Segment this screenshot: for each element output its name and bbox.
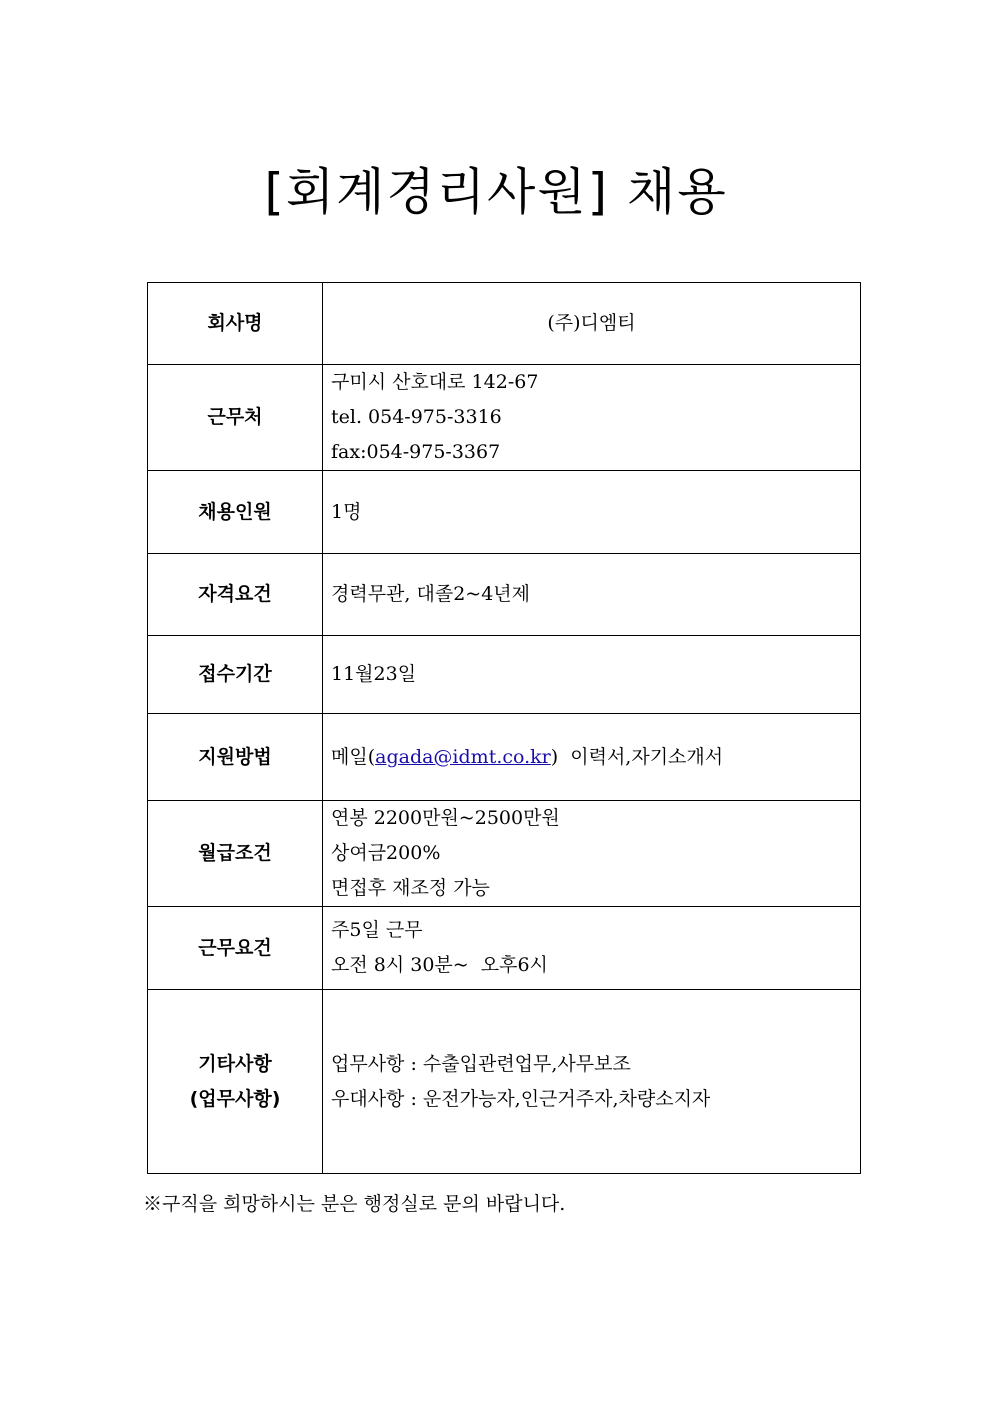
headcount-value: 1명 <box>323 471 861 554</box>
etc-label-line1: 기타사항 <box>198 1052 272 1075</box>
etc-value <box>323 990 861 1174</box>
table-row-workplace <box>148 365 861 471</box>
apply-value <box>323 714 861 801</box>
table-row-qualification <box>148 554 861 636</box>
company-label: 회사명 <box>148 283 323 365</box>
etc-duties: 업무사항 : 수출입관련업무,사무보조 <box>331 1052 631 1075</box>
table-row-headcount <box>148 471 861 554</box>
workplace-tel: tel. 054-975-3316 <box>331 406 502 428</box>
apply-prefix: 메일( <box>331 745 376 768</box>
headcount-label: 채용인원 <box>148 471 323 554</box>
qualification-value: 경력무관, 대졸2~4년제 <box>323 554 861 636</box>
salary-bonus: 상여금200% <box>331 842 441 864</box>
qualification-label: 자격요건 <box>148 554 323 636</box>
company-value: (주)디엠티 <box>323 283 861 365</box>
table-row-hours <box>148 907 861 990</box>
apply-suffix: ) 이력서,자기소개서 <box>550 745 724 768</box>
workplace-value <box>323 365 861 471</box>
table-row-apply <box>148 714 861 801</box>
salary-label: 월급조건 <box>148 801 323 907</box>
email-link[interactable]: agada@idmt.co.kr <box>375 745 551 768</box>
salary-annual: 연봉 2200만원~2500만원 <box>331 807 560 829</box>
deadline-label: 접수기간 <box>148 636 323 714</box>
etc-preferred: 우대사항 : 운전가능자,인근거주자,차량소지자 <box>331 1087 711 1110</box>
workplace-label: 근무처 <box>148 365 323 471</box>
apply-label: 지원방법 <box>148 714 323 801</box>
table-row-etc <box>148 990 861 1174</box>
etc-label <box>148 990 323 1174</box>
hours-time: 오전 8시 30분~ 오후6시 <box>331 954 548 976</box>
deadline-value: 11월23일 <box>323 636 861 714</box>
salary-note: 면접후 재조정 가능 <box>331 877 490 899</box>
table-row-company <box>148 283 861 365</box>
etc-label-line2: (업무사항) <box>189 1087 281 1110</box>
hours-label: 근무요건 <box>148 907 323 990</box>
salary-value <box>323 801 861 907</box>
hours-value <box>323 907 861 990</box>
job-posting-table <box>147 282 861 1174</box>
table-row-salary <box>148 801 861 907</box>
workplace-fax: fax:054-975-3367 <box>331 441 501 463</box>
workplace-address: 구미시 산호대로 142-67 <box>331 371 539 393</box>
page-title: [회계경리사원] 채용 <box>264 163 728 221</box>
table-row-deadline <box>148 636 861 714</box>
footer-note: ※구직을 희망하시는 분은 행정실로 문의 바랍니다. <box>143 1193 566 1215</box>
hours-days: 주5일 근무 <box>331 919 423 941</box>
